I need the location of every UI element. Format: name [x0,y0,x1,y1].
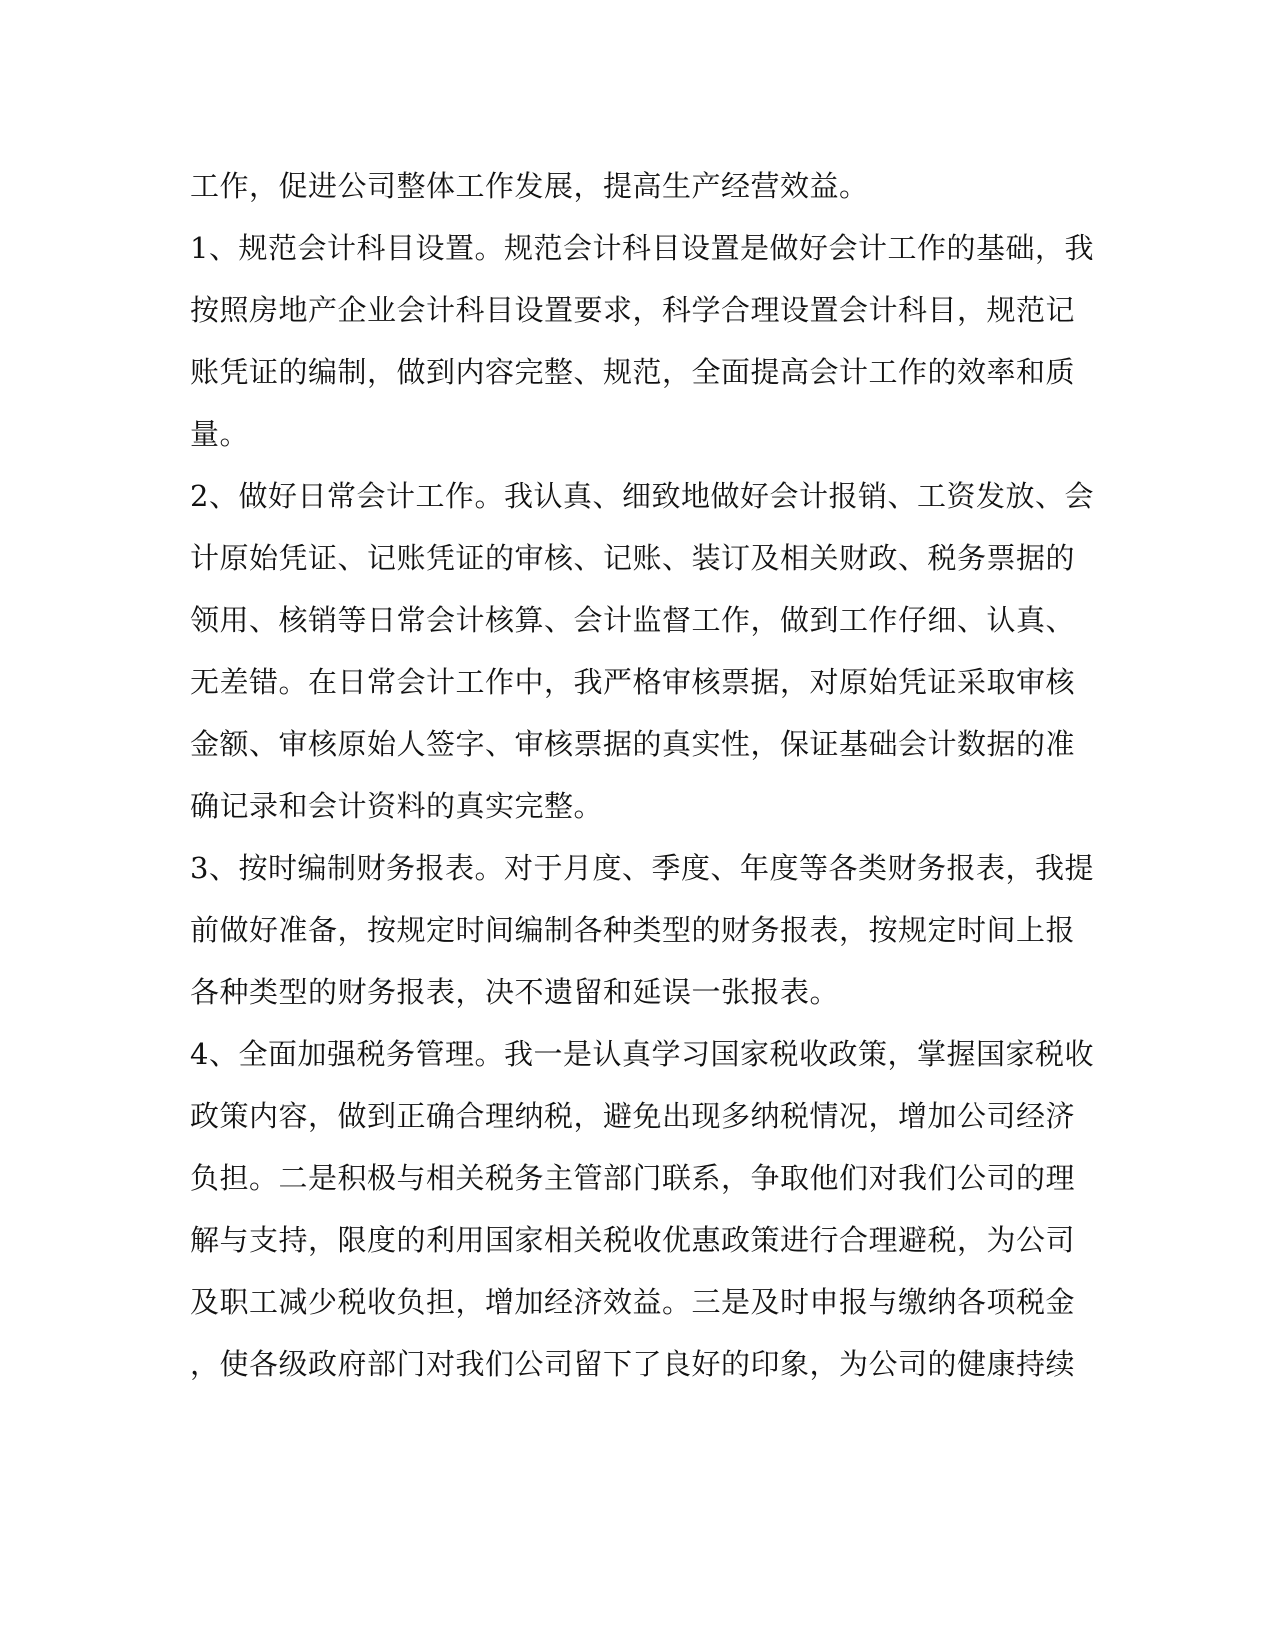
text-line: 按照房地产企业会计科目设置要求，科学合理设置会计科目，规范记 [190,293,1076,327]
body-text [190,155,1094,1395]
text-line: 领用、核销等日常会计核算、会计监督工作，做到工作仔细、认真、 [190,603,1076,637]
text-line: 计原始凭证、记账凭证的审核、记账、装订及相关财政、税务票据的 [190,541,1076,575]
text-line: 1、规范会计科目设置。规范会计科目设置是做好会计工作的基础，我 [190,231,1094,265]
text-line: 量。 [190,417,250,451]
text-line: 2、做好日常会计工作。我认真、细致地做好会计报销、工资发放、会 [190,479,1094,513]
text-line: 4、全面加强税务管理。我一是认真学习国家税收政策，掌握国家税收 [190,1037,1094,1071]
text-line: ，使各级政府部门对我们公司留下了良好的印象，为公司的健康持续 [190,1347,1076,1381]
text-line: 确记录和会计资料的真实完整。 [190,789,604,823]
text-line: 无差错。在日常会计工作中，我严格审核票据，对原始凭证采取审核 [190,665,1076,699]
text-line: 及职工减少税收负担，增加经济效益。三是及时申报与缴纳各项税金 [190,1285,1076,1319]
text-line: 解与支持，限度的利用国家相关税收优惠政策进行合理避税，为公司 [190,1223,1076,1257]
text-line: 前做好准备，按规定时间编制各种类型的财务报表，按规定时间上报 [190,913,1076,947]
text-line: 工作，促进公司整体工作发展，提高生产经营效益。 [190,169,869,203]
text-line: 负担。二是积极与相关税务主管部门联系，争取他们对我们公司的理 [190,1161,1076,1195]
text-line: 金额、审核原始人签字、审核票据的真实性，保证基础会计数据的准 [190,727,1076,761]
text-line: 账凭证的编制，做到内容完整、规范，全面提高会计工作的效率和质 [190,355,1076,389]
text-line: 各种类型的财务报表，决不遗留和延误一张报表。 [190,975,840,1009]
text-line: 3、按时编制财务报表。对于月度、季度、年度等各类财务报表，我提 [190,851,1094,885]
text-line: 政策内容，做到正确合理纳税，避免出现多纳税情况，增加公司经济 [190,1099,1076,1133]
